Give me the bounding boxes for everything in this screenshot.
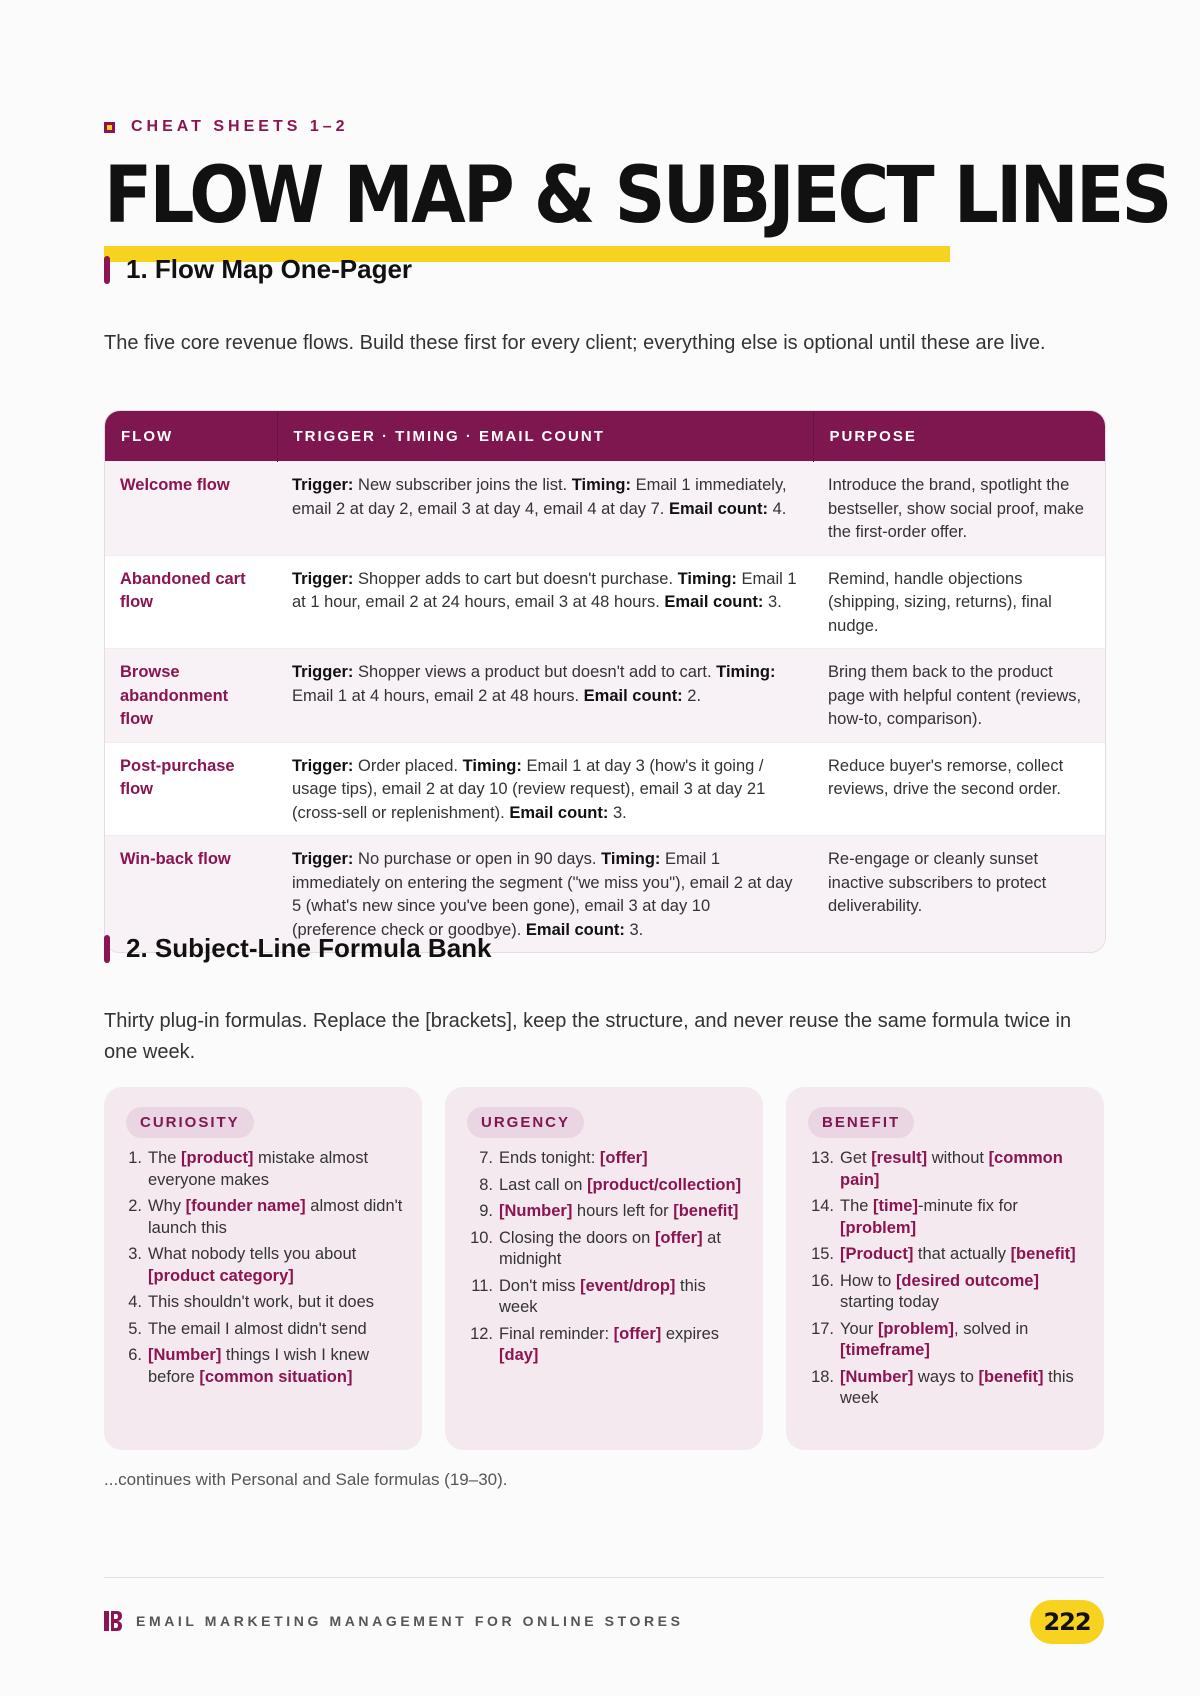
placeholder-token: [event/drop] [580, 1276, 676, 1295]
trigger-text: Shopper views a product but doesn't add to cart. [358, 663, 712, 681]
column-header-flow: FLOW [105, 411, 277, 462]
item-number: 2. [128, 1197, 142, 1215]
formula-fragment: Last call on [499, 1175, 588, 1194]
formula-fragment: without [927, 1149, 989, 1167]
formula-text [499, 1175, 741, 1197]
kicker-text: CHEAT SHEETS 1–2 [131, 118, 349, 135]
formula-text [840, 1271, 1088, 1314]
timing-label: Timing: [462, 756, 522, 775]
item-number: 3. [128, 1245, 142, 1263]
purpose-cell: Bring them back to the product page with helpful content (reviews, how-to, comparison). [813, 649, 1105, 743]
trigger-text: No purchase or open in 90 days. [358, 850, 597, 868]
list-item [467, 1148, 747, 1170]
table-row [105, 462, 1105, 556]
placeholder-token: [Number] [148, 1346, 222, 1364]
formula-fragment: Don't miss [499, 1276, 581, 1295]
column-header-trigger: TRIGGER · TIMING · EMAIL COUNT [277, 411, 813, 462]
formula-fragment: The [840, 1197, 874, 1215]
list-item [808, 1196, 1088, 1239]
formula-text [499, 1324, 747, 1367]
formula-fragment: expires [661, 1324, 720, 1343]
table-row [105, 649, 1105, 743]
placeholder-token: [Number] [840, 1367, 914, 1386]
item-number: 17. [811, 1319, 834, 1338]
formula-fragment: , solved in [954, 1319, 1029, 1338]
section-1-heading [104, 254, 412, 285]
placeholder-token: [Number] [499, 1202, 573, 1220]
count-label: Email count: [509, 803, 609, 822]
formula-fragment: What nobody tells you about [148, 1245, 357, 1263]
placeholder-token: [founder name] [185, 1197, 306, 1215]
page-title: FLOW MAP & SUBJECT LINES [104, 151, 1170, 241]
list-item [467, 1276, 747, 1319]
formula-card-benefit [786, 1087, 1104, 1450]
formula-fragment: that actually [913, 1245, 1011, 1263]
list-item [126, 1345, 406, 1388]
formula-fragment: hours left for [572, 1202, 674, 1220]
formula-fragment: almost didn't launch this [148, 1197, 403, 1237]
formula-text [499, 1148, 648, 1170]
trigger-text: New subscriber joins the list. [358, 476, 568, 494]
list-item [126, 1148, 406, 1191]
flow-map-table [104, 410, 1106, 953]
placeholder-token: [time] [873, 1197, 918, 1215]
category-pill: URGENCY [467, 1107, 584, 1138]
formula-fragment: Your [840, 1319, 878, 1338]
formula-text [840, 1367, 1088, 1410]
item-number: 10. [470, 1228, 493, 1247]
continues-note: ...continues with Personal and Sale formulas (19–30). [104, 1470, 508, 1489]
section-2-title: 2. Subject-Line Formula Bank [126, 933, 492, 963]
list-item [467, 1324, 747, 1367]
timing-text: Email 1 at day 3 (how's it going / usage tips), email 2 at day 10 (review request), email 3 at day 21 (cross-sell or replenishment). [292, 756, 766, 822]
timing-label: Timing: [571, 476, 631, 494]
item-number: 18. [811, 1367, 834, 1386]
trigger-text: Order placed. [358, 756, 458, 775]
section-bar [104, 935, 110, 963]
count-text: 3. [612, 803, 627, 822]
list-item [467, 1228, 747, 1271]
formula-fragment: The email I almost didn't send [148, 1319, 367, 1338]
purpose-cell: Remind, handle objections (shipping, sizing, returns), final nudge. [813, 555, 1105, 649]
purpose-cell: Re-engage or cleanly sunset inactive subscribers to protect deliverability. [813, 836, 1105, 953]
placeholder-token: [benefit] [673, 1202, 739, 1220]
item-number: 5. [128, 1319, 142, 1338]
formula-text [148, 1345, 406, 1388]
placeholder-token: [product/collection] [587, 1175, 742, 1194]
table-row [105, 742, 1105, 836]
formula-card-curiosity [104, 1087, 422, 1450]
formula-cards [104, 1087, 1104, 1450]
list-item [808, 1148, 1088, 1191]
section-2-intro: Thirty plug-in formulas. Replace the [brackets], keep the structure, and never reuse the same formula twice in one week. [104, 1010, 1072, 1063]
formula-text [148, 1292, 374, 1314]
formula-text [499, 1228, 747, 1271]
trigger-cell [277, 742, 813, 836]
timing-label: Timing: [677, 569, 737, 588]
timing-label: Timing: [601, 850, 661, 868]
formula-text [499, 1201, 738, 1223]
column-header-purpose: PURPOSE [813, 411, 1105, 462]
item-number: 15. [811, 1245, 834, 1263]
item-number: 9. [479, 1202, 493, 1220]
placeholder-token: [offer] [599, 1149, 648, 1167]
timing-text: Email 1 at 1 hour, email 2 at 24 hours, email 3 at 48 hours. [292, 569, 797, 611]
list-item [126, 1292, 406, 1314]
timing-text: Email 1 immediately, email 2 at day 2, email 3 at day 4, email 4 at day 7. [292, 476, 787, 518]
section-2-heading [104, 933, 492, 964]
formula-fragment: starting today [840, 1293, 940, 1311]
footer-divider [104, 1577, 1104, 1578]
page-title-wrap [104, 152, 1200, 240]
trigger-label: Trigger: [292, 756, 354, 775]
placeholder-token: [problem] [840, 1218, 917, 1237]
table-header-row [105, 411, 1105, 462]
formula-fragment: Ends tonight: [499, 1149, 600, 1167]
timing-text: Email 1 immediately on entering the segment ("we miss you"), email 2 at day 5 (what's new since you've been gone), email 3 at day 10 (preference check or goodbye). [292, 850, 793, 939]
count-text: 3. [768, 593, 782, 611]
category-pill: BENEFIT [808, 1107, 914, 1138]
count-text: 3. [629, 920, 644, 939]
placeholder-token: [benefit] [1010, 1245, 1076, 1263]
footer-title: EMAIL MARKETING MANAGEMENT FOR ONLINE STORES [136, 1613, 684, 1629]
list-item [126, 1196, 406, 1239]
trigger-cell [277, 462, 813, 556]
formula-fragment: at midnight [499, 1228, 721, 1268]
formula-text [840, 1244, 1076, 1266]
flow-name: Win-back flow [120, 850, 231, 868]
placeholder-token: [common situation] [199, 1367, 353, 1386]
placeholder-token: [Product] [840, 1245, 914, 1263]
placeholder-token: [timeframe] [840, 1341, 930, 1359]
list-item [808, 1319, 1088, 1362]
formula-text [148, 1196, 406, 1239]
placeholder-token: [product] [181, 1149, 254, 1167]
formula-fragment: How to [840, 1271, 896, 1290]
formula-fragment: things I wish I knew before [148, 1346, 369, 1386]
formula-text [499, 1276, 747, 1319]
count-text: 2. [687, 686, 702, 705]
placeholder-token: [benefit] [978, 1367, 1044, 1386]
book-logo-icon [104, 1611, 122, 1636]
formula-fragment: this week [840, 1367, 1074, 1407]
item-number: 16. [811, 1271, 834, 1290]
formula-text [840, 1319, 1088, 1362]
formula-text [840, 1148, 1088, 1191]
formula-fragment: mistake almost everyone makes [148, 1149, 369, 1189]
flow-name: Browse abandonment flow [120, 663, 229, 728]
formula-text [840, 1196, 1088, 1239]
list-item [467, 1175, 747, 1197]
placeholder-token: [result] [871, 1149, 928, 1167]
placeholder-token: [day] [499, 1346, 539, 1364]
flow-name: Welcome flow [120, 476, 230, 494]
formula-fragment: Get [840, 1149, 872, 1167]
formula-text [148, 1319, 367, 1341]
trigger-label: Trigger: [292, 850, 354, 868]
list-item [126, 1319, 406, 1341]
item-number: 12. [470, 1324, 493, 1343]
flow-cell [105, 555, 277, 649]
category-pill: CURIOSITY [126, 1107, 254, 1138]
item-number: 14. [811, 1197, 834, 1215]
purpose-cell: Reduce buyer's remorse, collect reviews, drive the second order. [813, 742, 1105, 836]
placeholder-token: [offer] [654, 1228, 703, 1247]
placeholder-token: [problem] [877, 1319, 955, 1338]
formula-fragment: This shouldn't work, but it does [148, 1293, 375, 1311]
placeholder-token: [product category] [148, 1266, 294, 1285]
section-1-title: 1. Flow Map One-Pager [126, 254, 413, 284]
trigger-cell [277, 649, 813, 743]
timing-text: Email 1 at 4 hours, email 2 at 48 hours. [292, 686, 580, 705]
purpose-cell: Introduce the brand, spotlight the bestseller, show social proof, make the first-order offer. [813, 462, 1105, 556]
item-number: 7. [479, 1149, 493, 1167]
flow-cell [105, 649, 277, 743]
item-number: 11. [471, 1276, 493, 1295]
square-bullet-icon [104, 122, 115, 133]
table-row [105, 555, 1105, 649]
formula-fragment: this week [499, 1276, 706, 1316]
trigger-label: Trigger: [292, 476, 354, 494]
item-number: 6. [128, 1346, 142, 1364]
formula-text [148, 1148, 406, 1191]
section-bar [104, 256, 110, 284]
formula-text [148, 1244, 406, 1287]
formula-fragment: ways to [913, 1367, 979, 1386]
placeholder-token: [offer] [613, 1324, 662, 1343]
formula-fragment: The [148, 1149, 182, 1167]
item-number: 13. [811, 1149, 834, 1167]
item-number: 4. [128, 1293, 142, 1311]
trigger-label: Trigger: [292, 663, 354, 681]
count-label: Email count: [583, 686, 683, 705]
count-text: 4. [772, 499, 787, 518]
list-item [808, 1367, 1088, 1410]
count-label: Email count: [668, 499, 768, 518]
kicker [104, 118, 349, 136]
formula-fragment: Why [148, 1197, 186, 1215]
trigger-cell [277, 555, 813, 649]
flow-name: Post-purchase flow [120, 756, 235, 798]
formula-fragment: Closing the doors on [499, 1228, 655, 1247]
count-label: Email count: [525, 920, 625, 939]
count-label: Email count: [664, 593, 764, 611]
list-item [808, 1244, 1088, 1266]
timing-label: Timing: [716, 663, 776, 681]
page-number: 222 [1030, 1600, 1104, 1644]
item-number: 1. [128, 1149, 142, 1167]
flow-cell [105, 742, 277, 836]
flow-name: Abandoned cart flow [120, 569, 246, 611]
placeholder-token: [common pain] [840, 1149, 1063, 1189]
flow-cell [105, 462, 277, 556]
formula-card-urgency [445, 1087, 763, 1450]
trigger-text: Shopper adds to cart but doesn't purchase. [358, 569, 674, 588]
trigger-label: Trigger: [292, 569, 354, 588]
list-item [126, 1244, 406, 1287]
item-number: 8. [479, 1175, 493, 1194]
section-1-intro: The five core revenue flows. Build these first for every client; everything else is optional until these are live. [104, 332, 1046, 354]
formula-fragment: -minute fix for [917, 1197, 1018, 1215]
formula-fragment: Final reminder: [499, 1324, 614, 1343]
placeholder-token: [desired outcome] [895, 1271, 1039, 1290]
list-item [467, 1201, 747, 1223]
list-item [808, 1271, 1088, 1314]
